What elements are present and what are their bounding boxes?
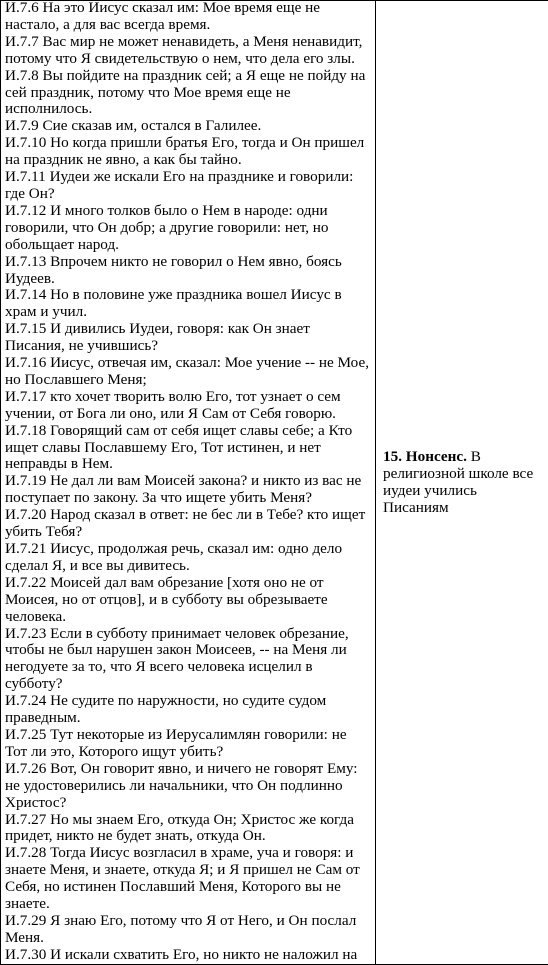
- verse-item: И.7.6 На это Иисус сказал им: Мое время еще не настало, а для вас всегда время.: [5, 0, 372, 34]
- verse-item: И.7.29 Я знаю Его, потому что Я от Него, и Он послал Меня.: [5, 913, 372, 947]
- verse-item: И.7.10 Но когда пришли братья Его, тогда и Он пришел на праздник не явно, а как бы тайно.: [5, 135, 372, 169]
- verse-item: И.7.17 кто хочет творить волю Его, тот узнает о сем учении, от Бога ли оно, или Я Сам от Себя говорю.: [5, 389, 372, 423]
- note-text: В религиозной школе все иудеи учились Писаниям: [383, 448, 533, 516]
- scripture-cell: [1, 1, 376, 965]
- verse-item: И.7.28 Тогда Иисус возгласил в храме, уча и говоря: и знаете Меня, и знаете, откуда Я; и Я пришел не Сам от Себя, но истинен Пославший Меня, Которого вы не знаете.: [5, 845, 372, 913]
- verse-item: И.7.18 Говорящий сам от себя ищет славы себе; а Кто ищет славы Пославшему Его, Тот истинен, и нет неправды в Нем.: [5, 423, 372, 474]
- verse-item: И.7.21 Иисус, продолжая речь, сказал им: одно дело сделал Я, и все вы дивитесь.: [5, 541, 372, 575]
- table-row: [1, 1, 548, 965]
- verse-item: И.7.7 Вас мир не может ненавидеть, а Меня ненавидит, потому что Я свидетельствую о нем, что дела его злы.: [5, 34, 372, 68]
- verse-item: И.7.27 Но мы знаем Его, откуда Он; Христос же когда придет, никто не будет знать, откуда Он.: [5, 812, 372, 846]
- verse-item: И.7.12 И много толков было о Нем в народе: одни говорили, что Он добр; а другие говорили: нет, но обольщает народ.: [5, 203, 372, 254]
- verse-list: [1, 0, 375, 964]
- verse-item: И.7.8 Вы пойдите на праздник сей; а Я еще не пойду на сей праздник, потому что Мое время еще не исполнилось.: [5, 68, 372, 119]
- commentary-note: [376, 448, 548, 516]
- verse-item: И.7.20 Народ сказал в ответ: не бес ли в Тебе? кто ищет убить Тебя?: [5, 507, 372, 541]
- verse-item: И.7.11 Иудеи же искали Его на празднике и говорили: где Он?: [5, 169, 372, 203]
- verse-item: И.7.25 Тут некоторые из Иерусалимлян говорили: не Тот ли это, Которого ищут убить?: [5, 727, 372, 761]
- verse-item: И.7.26 Вот, Он говорит явно, и ничего не говорят Ему: не удостоверились ли начальники, что Он подлинно Христос?: [5, 761, 372, 812]
- verse-item: И.7.23 Если в субботу принимает человек обрезание, чтобы не был нарушен закон Моисеев, -- на Меня ли негодуете за то, что Я всего человека исцелил в субботу?: [5, 626, 372, 694]
- verse-item: И.7.24 Не судите по наружности, но судите судом праведным.: [5, 693, 372, 727]
- note-title: 15. Нонсенс.: [383, 448, 467, 465]
- verse-item: И.7.14 Но в половине уже праздника вошел Иисус в храм и учил.: [5, 287, 372, 321]
- verse-item: И.7.15 И дивились Иудеи, говоря: как Он знает Писания, не учившись?: [5, 321, 372, 355]
- verse-item: И.7.9 Сие сказав им, остался в Галилее.: [5, 118, 372, 135]
- verse-item: И.7.22 Моисей дал вам обрезание [хотя оно не от Моисея, но от отцов], и в субботу вы обрезываете человека.: [5, 575, 372, 626]
- verse-item: И.7.16 Иисус, отвечая им, сказал: Мое учение -- не Мое, но Пославшего Меня;: [5, 355, 372, 389]
- verse-item: И.7.19 Не дал ли вам Моисей закона? и никто из вас не поступает по закону. За что ищете убить Меня?: [5, 473, 372, 507]
- verse-item: И.7.30 И искали схватить Его, но никто не наложил на: [5, 947, 372, 964]
- commentary-cell: [376, 1, 548, 965]
- verse-item: И.7.13 Впрочем никто не говорил о Нем явно, боясь Иудеев.: [5, 254, 372, 288]
